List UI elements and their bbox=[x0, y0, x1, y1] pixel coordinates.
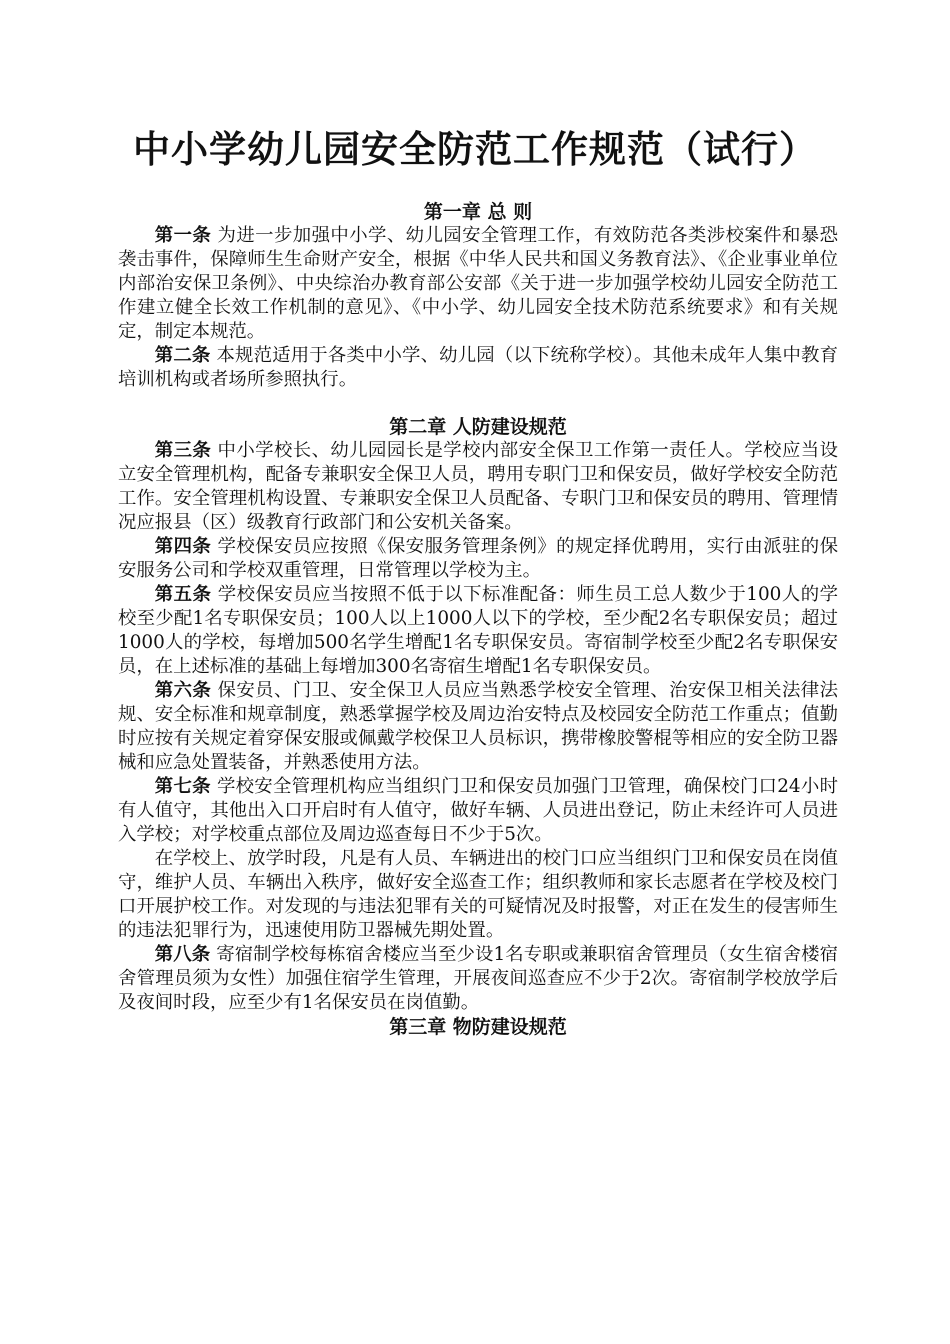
article-2 bbox=[118, 344, 838, 392]
article-label: 第六条 bbox=[154, 680, 212, 701]
document-body bbox=[118, 200, 838, 1039]
article-text: 寄宿制学校每栋宿舍楼应当至少设1名专职或兼职宿舍管理员（女生宿舍楼宿舍管理员须为女性）加强住宿学生管理，开展夜间巡查应不少于2次。寄宿制学校放学后及夜间时段，应至少有1名保安员在岗值勤。 bbox=[118, 944, 838, 1013]
article-label: 第四条 bbox=[154, 536, 212, 557]
article-label: 第一条 bbox=[154, 225, 212, 246]
chapter-3-heading: 第三章 物防建设规范 bbox=[389, 1016, 567, 1038]
article-text: 学校保安员应当按照不低于以下标准配备：师生员工总人数少于100人的学校至少配1名专职保安员；100人以上1000人以下的学校，至少配2名专职保安员；超过1000人的学校，每增加500名学生增配1名专职保安员。寄宿制学校至少配2名专职保安员，在上述标准的基础上每增加300名寄宿生增配1名专职保安员。 bbox=[118, 584, 838, 677]
article-text: 本规范适用于各类中小学、幼儿园（以下统称学校）。其他未成年人集中教育培训机构或者场所参照执行。 bbox=[118, 345, 838, 390]
document-title: 中小学幼儿园安全防范工作规范（试行） bbox=[133, 128, 817, 171]
article-label: 第三条 bbox=[154, 440, 212, 461]
article-label: 第八条 bbox=[154, 944, 211, 965]
article-8 bbox=[118, 943, 838, 1015]
article-text: 为进一步加强中小学、幼儿园安全管理工作，有效防范各类涉校案件和暴恐袭击事件，保障师生生命财产安全，根据《中华人民共和国义务教育法》、《企业事业单位内部治安保卫条例》、中央综治办教育部公安部《关于进一步加强学校幼儿园安全防范工作建立健全长效工作机制的意见》、《中小学、幼儿园安全技术防范系统要求》和有关规定，制定本规范。 bbox=[118, 225, 838, 342]
chapter-2-heading: 第二章 人防建设规范 bbox=[389, 416, 567, 438]
chapter-1-heading: 第一章 总 则 bbox=[423, 201, 533, 223]
article-label: 第二条 bbox=[154, 345, 211, 366]
article-6 bbox=[118, 679, 838, 775]
article-7-continued bbox=[118, 847, 838, 943]
article-text: 在学校上、放学时段，凡是有人员、车辆进出的校门口应当组织门卫和保安员在岗值守，维护人员、车辆出入秩序，做好安全巡查工作；组织教师和家长志愿者在学校及校门口开展护校工作。对发现的与违法犯罪有关的可疑情况及时报警，对正在发生的侵害师生的违法犯罪行为，迅速使用防卫器械先期处置。 bbox=[118, 848, 838, 941]
article-text: 学校安全管理机构应当组织门卫和保安员加强门卫管理，确保校门口24小时有人值守，其他出入口开启时有人值守，做好车辆、人员进出登记，防止未经许可人员进入学校；对学校重点部位及周边巡查每日不少于5次。 bbox=[118, 776, 838, 845]
article-5 bbox=[118, 583, 838, 679]
article-text: 中小学校长、幼儿园园长是学校内部安全保卫工作第一责任人。学校应当设立安全管理机构，配备专兼职安全保卫人员，聘用专职门卫和保安员，做好学校安全防范工作。安全管理机构设置、专兼职安全保卫人员配备、专职门卫和保安员的聘用、管理情况应报县（区）级教育行政部门和公安机关备案。 bbox=[118, 440, 838, 533]
article-label: 第七条 bbox=[154, 776, 211, 797]
article-text: 学校保安员应按照《保安服务管理条例》的规定择优聘用，实行由派驻的保安服务公司和学校双重管理，日常管理以学校为主。 bbox=[118, 536, 838, 581]
article-text: 保安员、门卫、安全保卫人员应当熟悉学校安全管理、治安保卫相关法律法规、安全标准和规章制度，熟悉掌握学校及周边治安特点及校园安全防范工作重点；值勤时应按有关规定着穿保安服或佩戴学校保卫人员标识，携带橡胶警棍等相应的安全防卫器械和应急处置装备，并熟悉使用方法。 bbox=[118, 680, 838, 773]
article-1 bbox=[118, 224, 838, 344]
article-4 bbox=[118, 535, 838, 583]
article-7 bbox=[118, 775, 838, 847]
article-3 bbox=[118, 439, 838, 535]
article-label: 第五条 bbox=[154, 584, 212, 605]
